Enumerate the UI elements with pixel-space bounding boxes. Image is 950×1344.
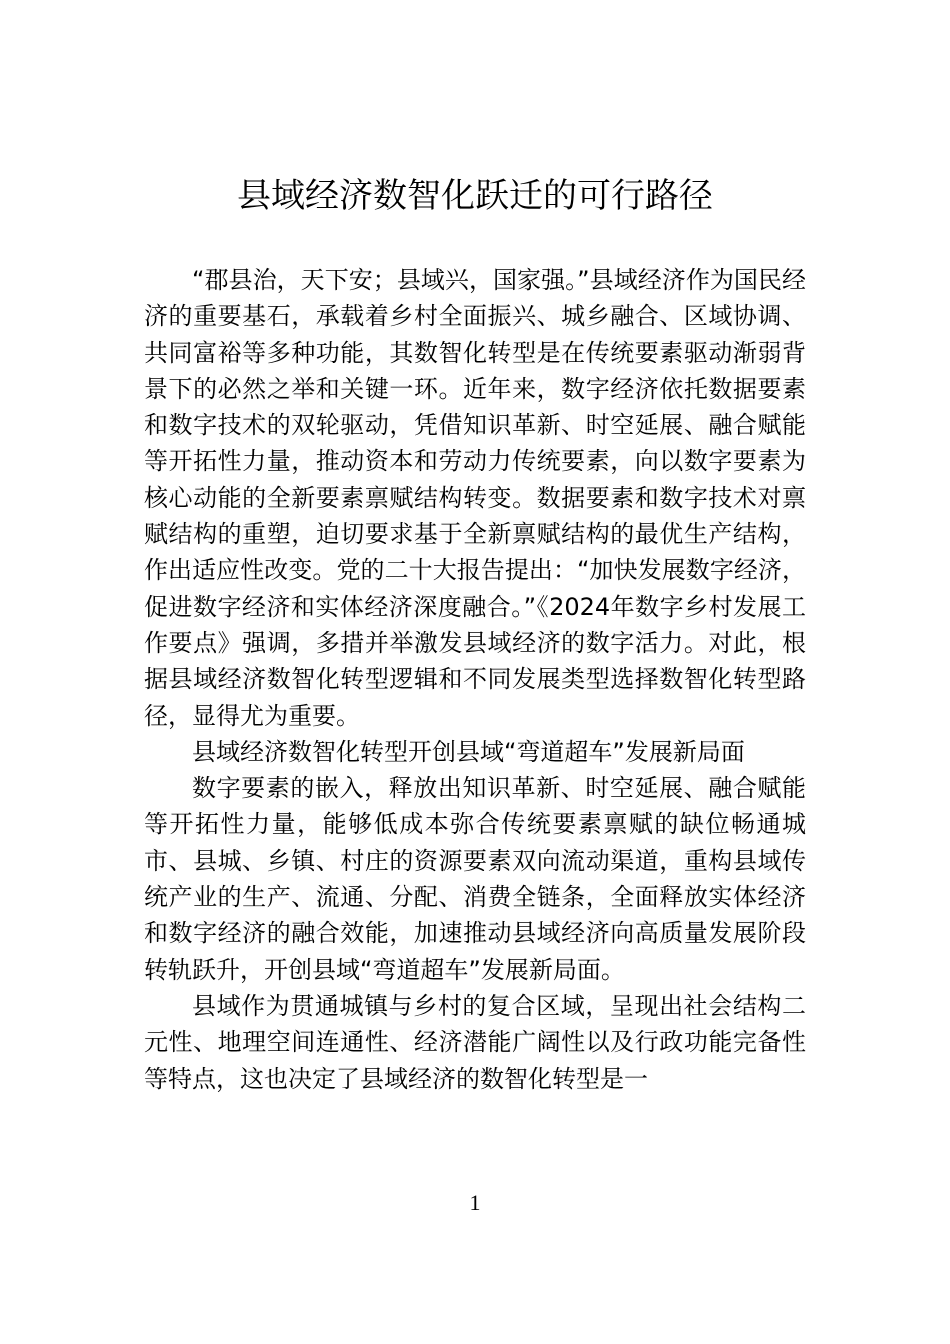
page-number: 1 — [469, 1190, 481, 1215]
section-heading: 县域经济数智化转型开创县域“弯道超车”发展新局面 — [192, 737, 745, 766]
document-body — [144, 262, 806, 1097]
body-paragraph: 县域作为贯通城镇与乡村的复合区域，呈现出社会结构二元性、地理空间连通性、经济潜能广阔性以及行政功能完备性等特点，这也决定了县域经济的数智化转型是一 — [144, 991, 806, 1093]
body-paragraph: 数字要素的嵌入，释放出知识革新、时空延展、融合赋能等开拓性力量，能够低成本弥合传统要素禀赋的缺位畅通城市、县城、乡镇、村庄的资源要素双向流动渠道，重构县域传统产业的生产、流通、分配、消费全链条，全面释放实体经济和数字经济的融合效能，加速推动县域经济向高质量发展阶段转轨跃升，开创县域“弯道超车”发展新局面。 — [144, 774, 806, 984]
document-title: 县域经济数智化跃迁的可行路径 — [237, 176, 713, 216]
intro-paragraph: “郡县治，天下安；县域兴，国家强。”县域经济作为国民经济的重要基石，承载着乡村全面振兴、城乡融合、区域协调、共同富裕等多种功能，其数智化转型是在传统要素驱动渐弱背景下的必然之举和关键一环。近年来，数字经济依托数据要素和数字技术的双轮驱动，凭借知识革新、时空延展、融合赋能等开拓性力量，推动资本和劳动力传统要素，向以数字要素为核心动能的全新要素禀赋结构转变。数据要素和数字技术对禀赋结构的重塑，迫切要求基于全新禀赋结构的最优生产结构，作出适应性改变。党的二十大报告提出：“加快发展数字经济，促进数字经济和实体经济深度融合。”《2024年数字乡村发展工作要点》强调，多措并举激发县域经济的数字活力。对此，根据县域经济数智化转型逻辑和不同发展类型选择数智化转型路径，显得尤为重要。 — [144, 266, 806, 730]
